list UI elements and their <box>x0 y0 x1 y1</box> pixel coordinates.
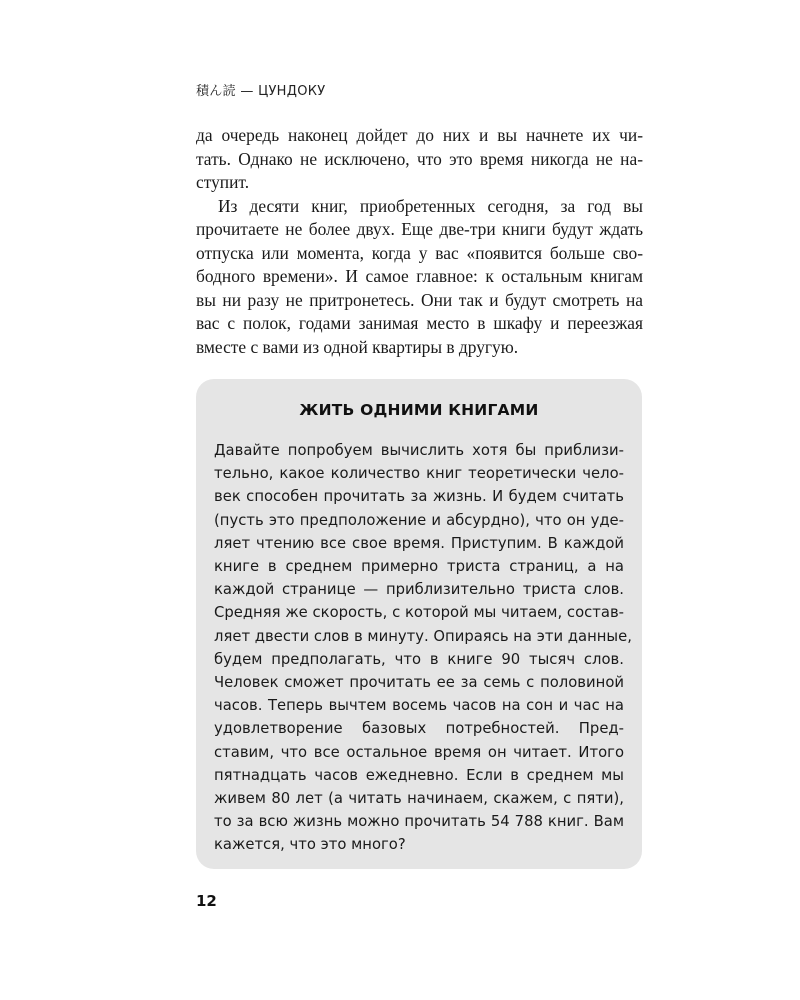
sidebar-line: пятнадцать часов ежедневно. Если в среднем мы <box>214 766 624 784</box>
sidebar-line: ляет чтению все свое время. Приступим. В каждой <box>214 534 624 552</box>
sidebar-line: (пусть это предположение и абсурдно), что он уде- <box>214 511 624 529</box>
sidebar-body <box>214 439 632 857</box>
sidebar-line: Средняя же скорость, с которой мы читаем, состав- <box>214 604 624 622</box>
sidebar-title: ЖИТЬ ОДНИМИ КНИГАМИ <box>299 401 539 419</box>
text-line: отпуска или момента, когда у вас «появится больше сво- <box>196 242 643 263</box>
sidebar-line: каждой странице — приблизительно триста слов. <box>214 581 624 599</box>
page-number: 12 <box>196 892 217 910</box>
text-line: бодного времени». И самое главное: к остальным книгам <box>196 266 643 286</box>
sidebar-line: ставим, что все остальное время он читает. Итого <box>214 743 624 761</box>
sidebar-line: век способен прочитать за жизнь. И будем считать <box>214 488 624 506</box>
sidebar-box <box>196 379 642 869</box>
text-line: вы ни разу не притронетесь. Они так и будут смотреть на <box>196 289 643 310</box>
body-paragraph <box>196 124 643 195</box>
sidebar-line: ляет двести слов в минуту. Опираясь на эти данные, <box>214 627 632 645</box>
body-paragraph <box>196 195 643 360</box>
text-line: прочитаете не более двух. Еще две-три книги будут ждать <box>196 219 643 239</box>
running-head: 積ん読 — ЦУНДОКУ <box>196 84 326 99</box>
text-line: ступит. <box>196 172 250 192</box>
sidebar-line: Человек сможет прочитать ее за семь с половиной <box>214 674 624 692</box>
sidebar-line: кажется, что это много? <box>214 836 406 854</box>
text-line: вместе с вами из одной квартиры в другую. <box>196 336 519 357</box>
text-line: вас с полок, годами занимая место в шкафу и переезжая <box>196 313 643 333</box>
text-line: Из десяти книг, приобретенных сегодня, за год вы <box>218 195 643 216</box>
sidebar-line: будем предполагать, что в книге 90 тысяч слов. <box>214 650 624 668</box>
sidebar-line: Давайте попробуем вычислить хотя бы приблизи- <box>214 442 624 459</box>
sidebar-line: то за всю жизнь можно прочитать 54 788 книг. Вам <box>214 813 624 831</box>
sidebar-line: книге в среднем примерно триста страниц, а на <box>214 558 624 576</box>
sidebar-line: тельно, какое количество книг теоретически чело- <box>214 465 624 483</box>
sidebar-line: часов. Теперь вычтем восемь часов на сон и час на <box>214 697 624 715</box>
text-line: тать. Однако не исключено, что это время никогда не на- <box>196 148 643 169</box>
body-text <box>196 124 643 359</box>
sidebar-line: живем 80 лет (а читать начинаем, скажем, с пяти), <box>214 790 624 808</box>
sidebar-line: удовлетворение базовых потребностей. Пред- <box>214 720 624 738</box>
text-line: да очередь наконец дойдет до них и вы начнете их чи- <box>196 125 643 145</box>
